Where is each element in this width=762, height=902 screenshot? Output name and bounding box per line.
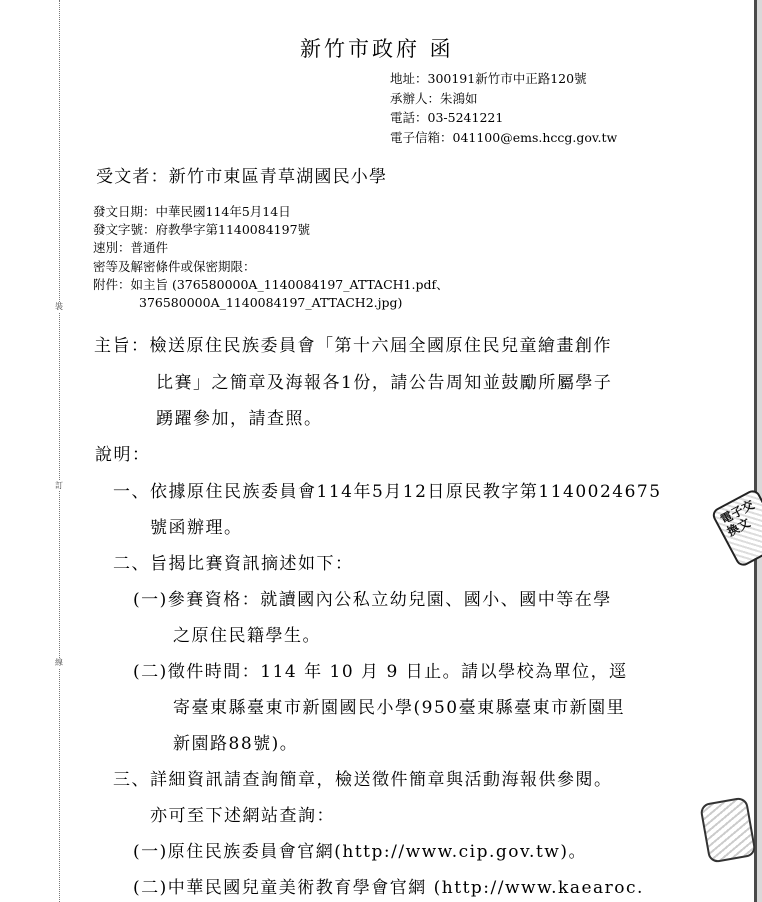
document-title: 新竹市政府 函 [300, 37, 454, 61]
meta-attachment-cont: 376580000A_1140084197_ATTACH2.jpg) [139, 295, 403, 311]
explanation-item-3-line-1: 三、詳細資訊請查詢簡章，檢送徵件簡章與活動海報供參閱。 [113, 770, 613, 790]
explanation-item-2-2-line-1: (二)徵件時間：114 年 10 月 9 日止。請以學校為單位，逕 [133, 662, 628, 682]
official-seal-icon [699, 796, 757, 863]
contact-email: 電子信箱：041100@ems.hccg.gov.tw [390, 129, 618, 145]
contact-person: 承辦人：朱鴻如 [390, 90, 478, 106]
subject-line-3: 踴躍參加，請查照。 [156, 409, 323, 429]
meta-secrecy: 密等及解密條件或保密期限： [93, 258, 256, 274]
recipient-line: 受文者：新竹市東區青草湖國民小學 [96, 167, 388, 187]
electronic-exchange-stamp: 電子交換文 [710, 488, 762, 569]
contact-address: 地址：300191新竹市中正路120號 [390, 71, 587, 86]
meta-speed: 速別：普通件 [93, 240, 169, 256]
contact-block [390, 69, 617, 147]
viewer-border [757, 0, 762, 902]
subject-line-2: 比賽」之簡章及海報各1份，請公告周知並鼓勵所屬學子 [156, 373, 613, 393]
explanation-item-3-2: (二)中華民國兒童美術教育學會官網 (http://www.kaearoc. [133, 878, 644, 898]
meta-block [93, 203, 449, 312]
binding-mark-ding: 訂 [55, 481, 63, 490]
explanation-item-2-2-line-3: 新園路88號)。 [173, 734, 299, 754]
explanation-item-3-line-2: 亦可至下述網站查詢： [150, 806, 335, 826]
contact-phone: 電話：03-5241221 [390, 110, 504, 125]
binding-mark-zhuang: 裝 [55, 302, 63, 311]
explanation-label: 說明： [95, 445, 151, 465]
explanation-item-2-1-line-2: 之原住民籍學生。 [173, 626, 321, 646]
meta-date: 發文日期：中華民國114年5月14日 [93, 204, 291, 219]
meta-doc-number: 發文字號：府教學字第1140084197號 [93, 222, 311, 238]
binding-mark-xian: 線 [55, 658, 63, 667]
meta-attachment: 附件：如主旨 (376580000A_1140084197_ATTACH1.pdf、 [93, 276, 449, 292]
explanation-item-2: 二、旨揭比賽資訊摘述如下： [113, 554, 354, 574]
explanation-item-1-line-1: 一、依據原住民族委員會114年5月12日原民教字第1140024675 [113, 482, 662, 502]
binding-line [59, 0, 60, 902]
explanation-item-2-2-line-2: 寄臺東縣臺東市新園國民小學(950臺東縣臺東市新園里 [173, 698, 626, 718]
explanation-item-1-line-2: 號函辦理。 [150, 518, 243, 538]
explanation-item-2-1-line-1: (一)參賽資格：就讀國內公私立幼兒園、國小、國中等在學 [133, 590, 612, 610]
explanation-item-3-1: (一)原住民族委員會官網(http://www.cip.gov.tw)。 [133, 842, 587, 862]
subject-line-1: 主旨：檢送原住民族委員會「第十六屆全國原住民兒童繪畫創作 [94, 336, 612, 356]
